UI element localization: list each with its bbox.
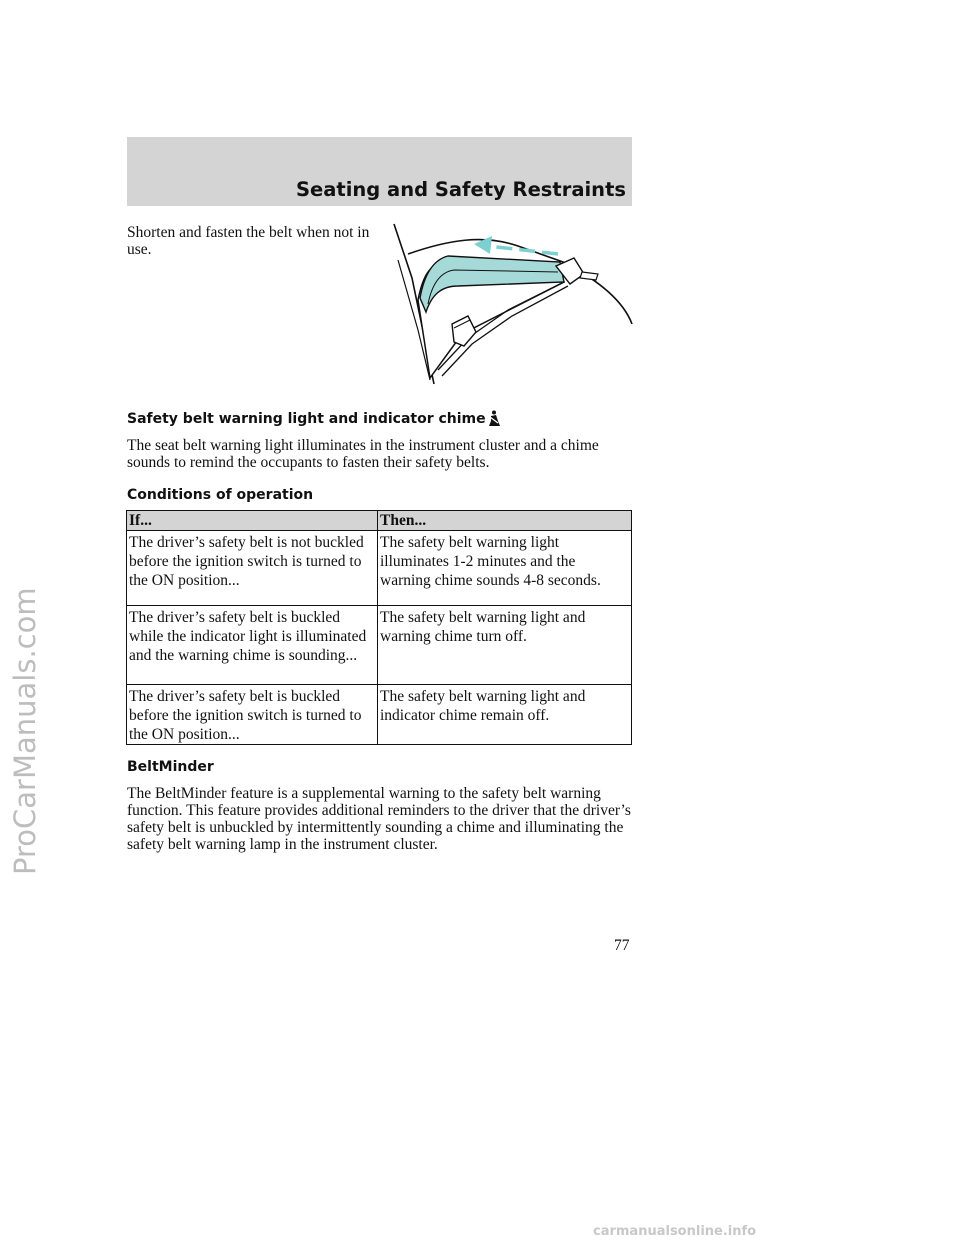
conditions-table bbox=[126, 510, 632, 745]
conditions-heading: Conditions of operation bbox=[127, 487, 314, 503]
column-header-if: If... bbox=[127, 511, 378, 531]
warning-light-paragraph: The seat belt warning light illuminates in the instrument cluster and a chime sounds to remind the occupants to fasten their safety belts. bbox=[127, 437, 599, 471]
side-watermark: ProCarManuals.com bbox=[8, 587, 42, 875]
column-header-then: Then... bbox=[378, 511, 632, 531]
table-row bbox=[127, 606, 632, 685]
seat-belt-stowed-illustration bbox=[388, 220, 636, 390]
warning-light-heading: Safety belt warning light and indicator chime bbox=[127, 410, 500, 427]
section-header-band bbox=[127, 137, 632, 206]
condition-cell: The driver’s safety belt is buckled before the ignition switch is turned to the ON position... bbox=[127, 685, 378, 745]
bottom-watermark: carmanualsonline.info bbox=[593, 1224, 757, 1239]
result-cell: The safety belt warning light illuminates 1-2 minutes and the warning chime sounds 4-8 seconds. bbox=[378, 531, 632, 606]
beltminder-paragraph: The BeltMinder feature is a supplemental warning to the safety belt warning function. This feature provides additional reminders to the driver that the driver’s safety belt is unbuckled by intermittently sounding a chime and illuminating the safety belt warning lamp in the instrument cluster. bbox=[127, 785, 631, 853]
condition-cell: The driver’s safety belt is buckled while the indicator light is illuminated and the warning chime is sounding... bbox=[127, 606, 378, 685]
result-cell: The safety belt warning light and indicator chime remain off. bbox=[378, 685, 632, 745]
intro-paragraph: Shorten and fasten the belt when not in use. bbox=[127, 224, 370, 258]
section-title: Seating and Safety Restraints bbox=[295, 178, 626, 201]
table-row bbox=[127, 531, 632, 606]
table-header-row bbox=[127, 511, 632, 531]
seat-belt-warning-icon bbox=[487, 410, 500, 426]
page-number: 77 bbox=[614, 937, 630, 954]
table-row bbox=[127, 685, 632, 745]
result-cell: The safety belt warning light and warning chime turn off. bbox=[378, 606, 632, 685]
condition-cell: The driver’s safety belt is not buckled before the ignition switch is turned to the ON position... bbox=[127, 531, 378, 606]
beltminder-heading: BeltMinder bbox=[127, 759, 214, 775]
